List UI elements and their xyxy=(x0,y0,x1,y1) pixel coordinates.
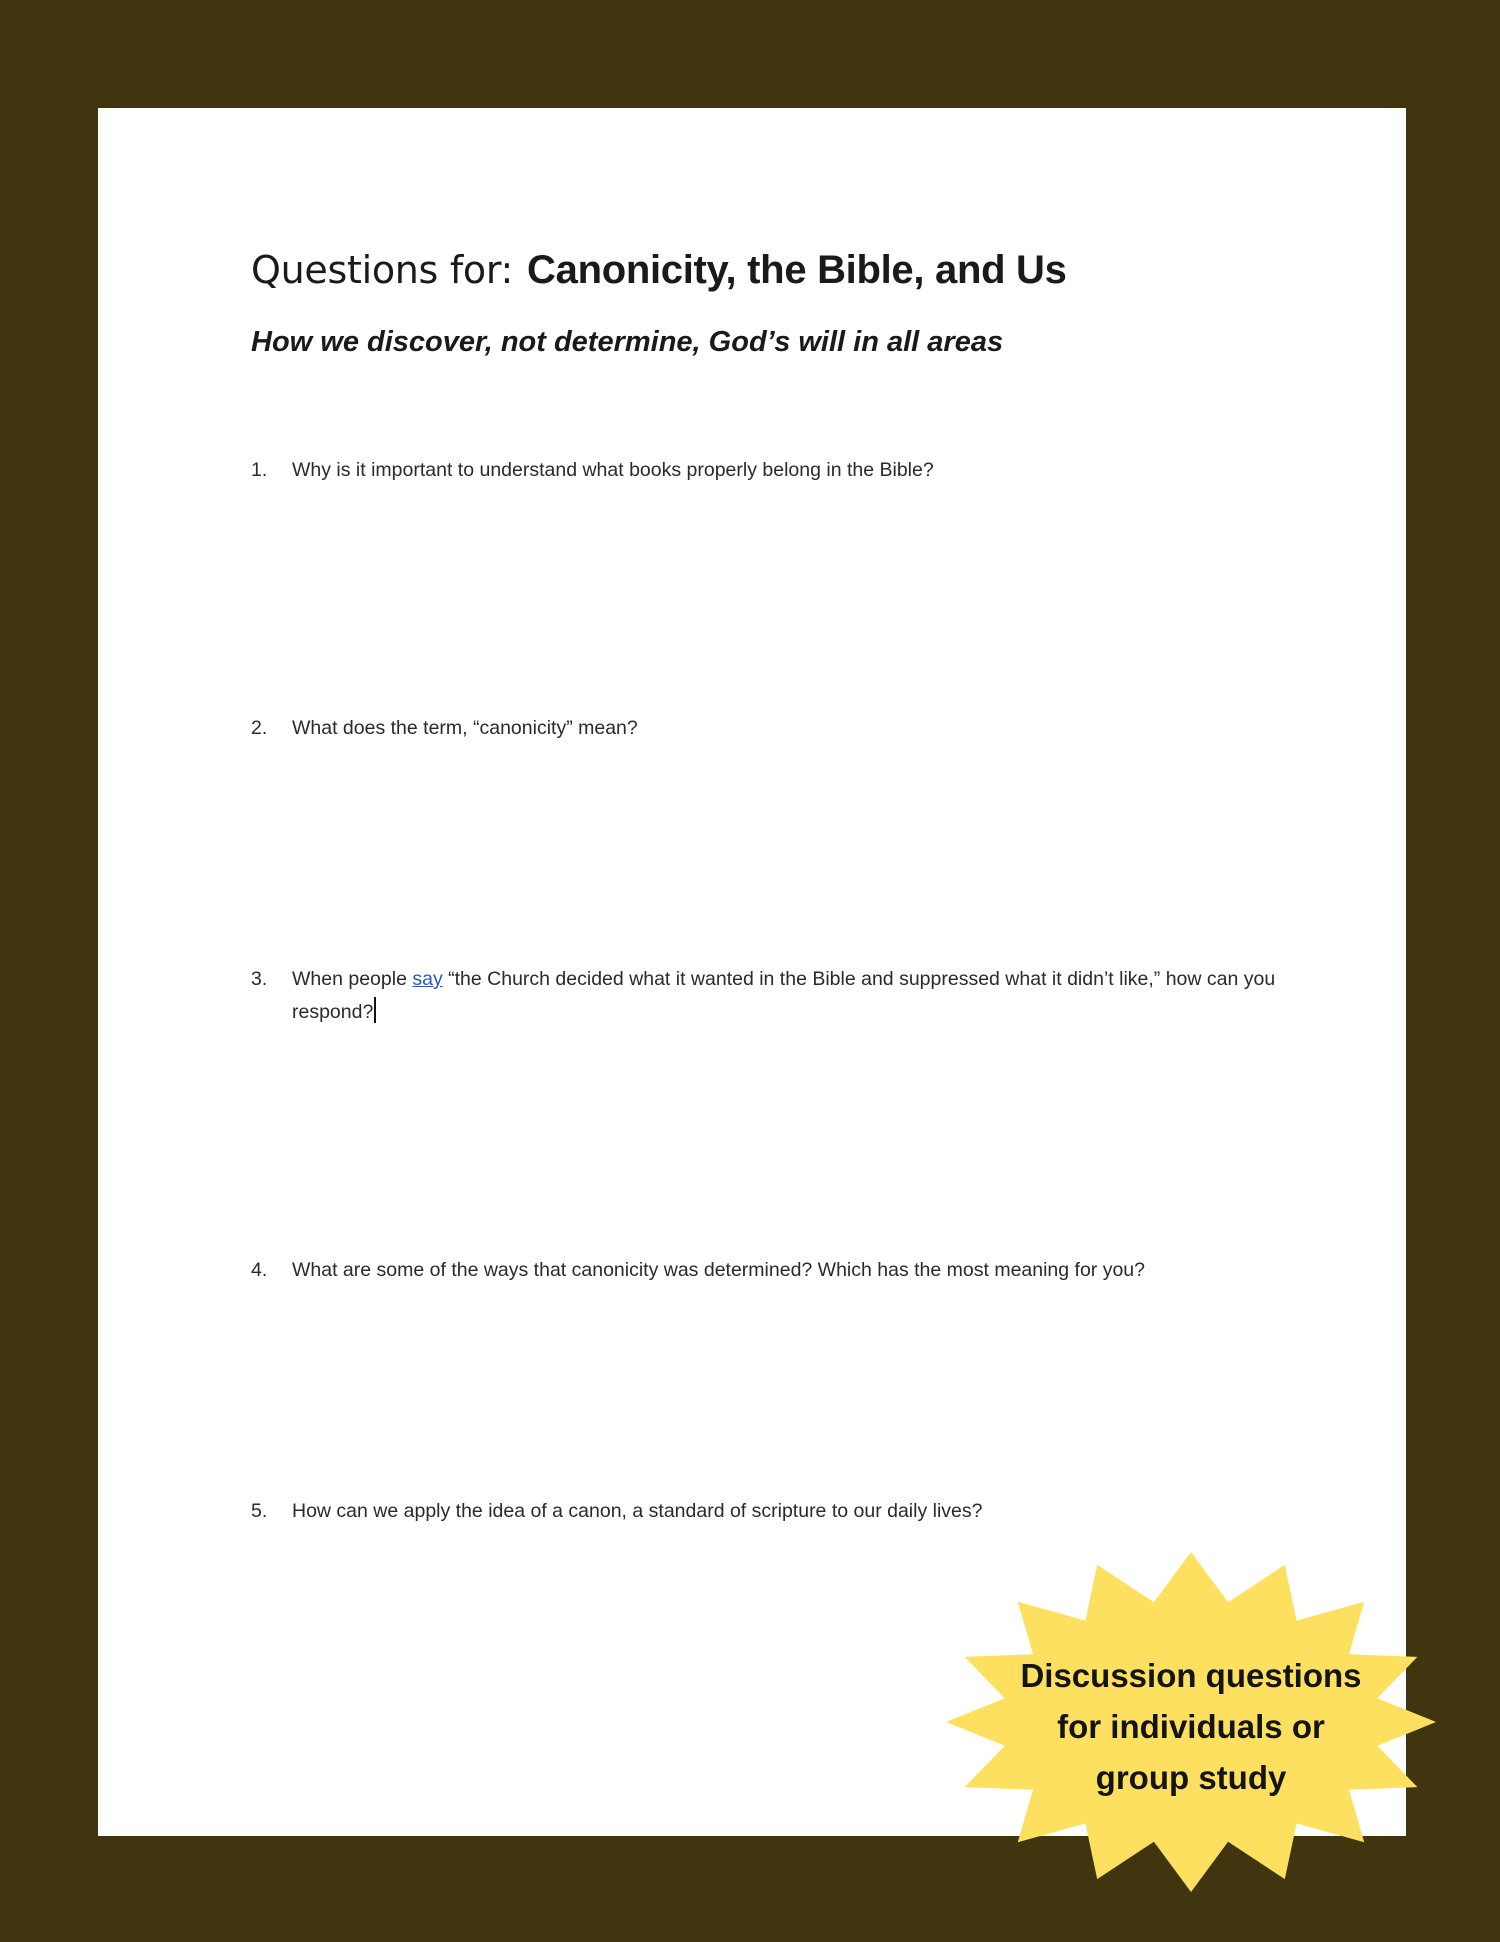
question-text: How can we apply the idea of a canon, a standard of scripture to our daily lives? xyxy=(292,1500,983,1522)
question-5 xyxy=(251,1495,1296,1528)
question-text: Why is it important to understand what books properly belong in the Bible? xyxy=(292,459,934,481)
question-number: 1. xyxy=(251,459,268,481)
document-subtitle: How we discover, not determine, God’s will in all areas xyxy=(251,326,1004,358)
title-prefix: Questions for: xyxy=(251,248,514,292)
question-number: 5. xyxy=(251,1500,268,1522)
starburst-badge xyxy=(944,1550,1438,1894)
question-text: What does the term, “canonicity” mean? xyxy=(292,717,638,739)
question-number: 3. xyxy=(251,968,268,990)
question-number: 2. xyxy=(251,717,268,739)
question-2 xyxy=(251,712,1296,745)
question-text-end: “the Church decided what it wanted in the Bible and suppressed what it didn’t like,” how can you respond? xyxy=(292,968,1276,1023)
spellcheck-word[interactable]: say xyxy=(412,968,443,990)
question-text xyxy=(292,963,1296,1029)
document-title xyxy=(251,248,1067,293)
question-number: 4. xyxy=(251,1259,268,1281)
question-1 xyxy=(251,454,1296,487)
text-cursor xyxy=(374,997,376,1023)
badge-text: Discussion questions for individuals or group study xyxy=(1020,1657,1362,1796)
question-text: What are some of the ways that canonicity was determined? Which has the most meaning for you? xyxy=(292,1259,1146,1281)
title-main: Canonicity, the Bible, and Us xyxy=(527,248,1067,292)
question-4 xyxy=(251,1254,1296,1287)
question-3 xyxy=(251,963,1296,1029)
question-text-start: When people xyxy=(292,968,413,990)
